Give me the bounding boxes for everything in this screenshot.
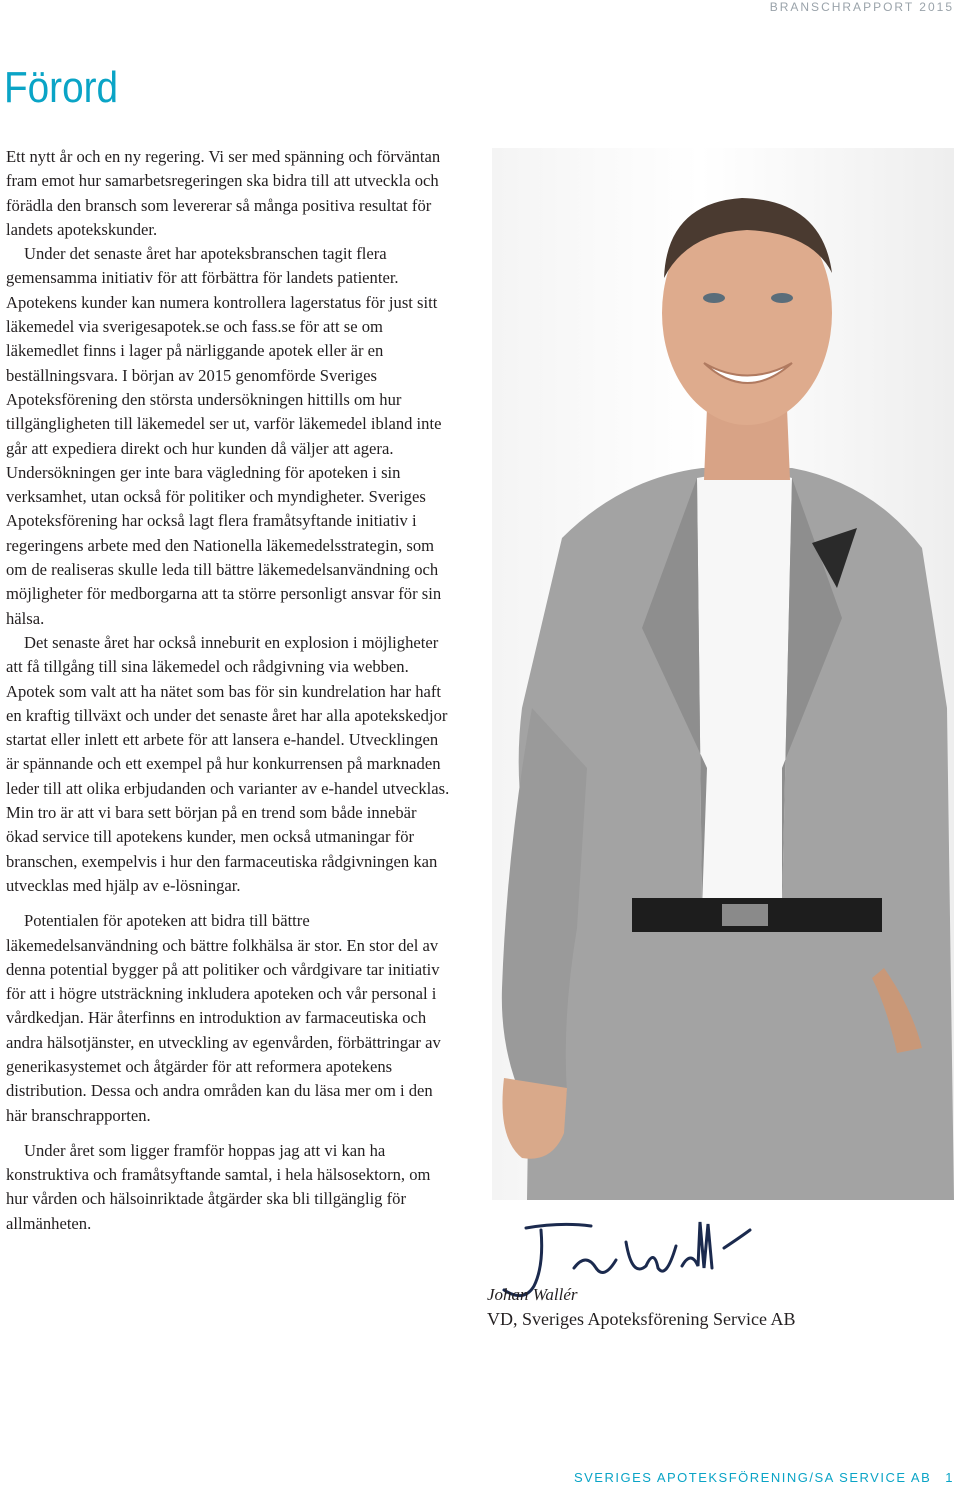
paragraph-initiatives: Under det senaste året har apoteksbranschen tagit flera gemensamma initiativ för att förbättra för landets patienter. Apotekens kunder kan numera kontrollera lagerstatus för just sitt läkemedel via sverigesapotek.se och fass.se för att se om läkemedlet finns i lager på närliggande apotek eller är en beställningsvara. I början av 2015 genomförde Sveriges Apoteksförening den största undersökningen hittills om hur tillgängligheten till läkemedel ser ut, varför läkemedel ibland inte går att expediera direkt och hur kunden då väljer att agera. Undersökningen ger inte bara vägledning för apoteken i sin verksamhet, utan också för politiker och myndigheter. Sveriges Apoteksförening har också lagt flera framåtsyftande initiativ i regeringens arbete med den Nationella läkemedelsstrategin, som om de realiseras skulle leda till bättre läkemedelsanvändning och möjligheter för medborgarna att ta större personligt ansvar för sin hälsa. <box>6 244 442 628</box>
page-number: 1 <box>945 1470 954 1485</box>
page-title: Förord <box>4 63 119 112</box>
portrait-illustration <box>492 148 954 1200</box>
paragraph-intro: Ett nytt år och en ny regering. Vi ser med spänning och förväntan fram emot hur samarbetsregeringen ska bidra till att utveckla och förädla den bransch som levererar så många positiva resultat för landets apotekskunder. <box>6 147 441 239</box>
signature-name: Johan Wallér <box>487 1285 578 1304</box>
paragraph-ehandel: Det senaste året har också inneburit en explosion i möjligheter att få tillgång till sina läkemedel och rådgivning via webben. Apotek som valt att ha nätet som bas för sin kundrelation har haft en kraftig tillväxt och under det senaste året har alla apotekskedjor startat eller inlett ett arbete för att lansera e-handel. Utvecklingen är spännande och ett exempel på hur konkurrensen på marknaden leder till att olika erbjudanden och varianter av e-handel utvecklas. Min tro är att vi bara sett början på en trend som både innebär ökad service till apotekens kunder, men också utmaningar för branschen, exempelvis i hur den farmaceutiska rådgivningen kan utvecklas med hjälp av e-lösningar. <box>6 632 450 895</box>
paragraph-outlook: Under året som ligger framför hoppas jag att vi kan ha konstruktiva och framåtsyftande samtal, i hela hälsosektorn, om hur vården och hälsoinriktade åtgärder ska bli tillgänglig för allmänheten. <box>6 1140 431 1233</box>
page-footer <box>574 1470 954 1485</box>
paragraph-potential: Potentialen för apoteken att bidra till bättre läkemedelsanvändning och bättre folkhälsa är stor. En stor del av denna potential bygger på att politiker och vårdgivare tar initiativ för att i högre utsträckning inkludera apoteken och vår personal i vårdkedjan. Här återfinns en introduktion av farmaceutiska och andra hälsotjänster, en utveckling av egenvården, förbättringar av generikasystemet och åtgärder för att reformera apotekens distribution. Dessa och andra områden kan du läsa mer om i den här branschrapporten. <box>6 911 441 1125</box>
report-header-label: BRANSCHRAPPORT 2015 <box>769 0 954 14</box>
article-body <box>6 145 452 1236</box>
footer-organization: SVERIGES APOTEKSFÖRENING/SA SERVICE AB <box>573 1470 932 1485</box>
portrait-photo <box>492 148 954 1200</box>
signature-title: VD, Sveriges Apoteksförening Service AB <box>487 1309 796 1329</box>
